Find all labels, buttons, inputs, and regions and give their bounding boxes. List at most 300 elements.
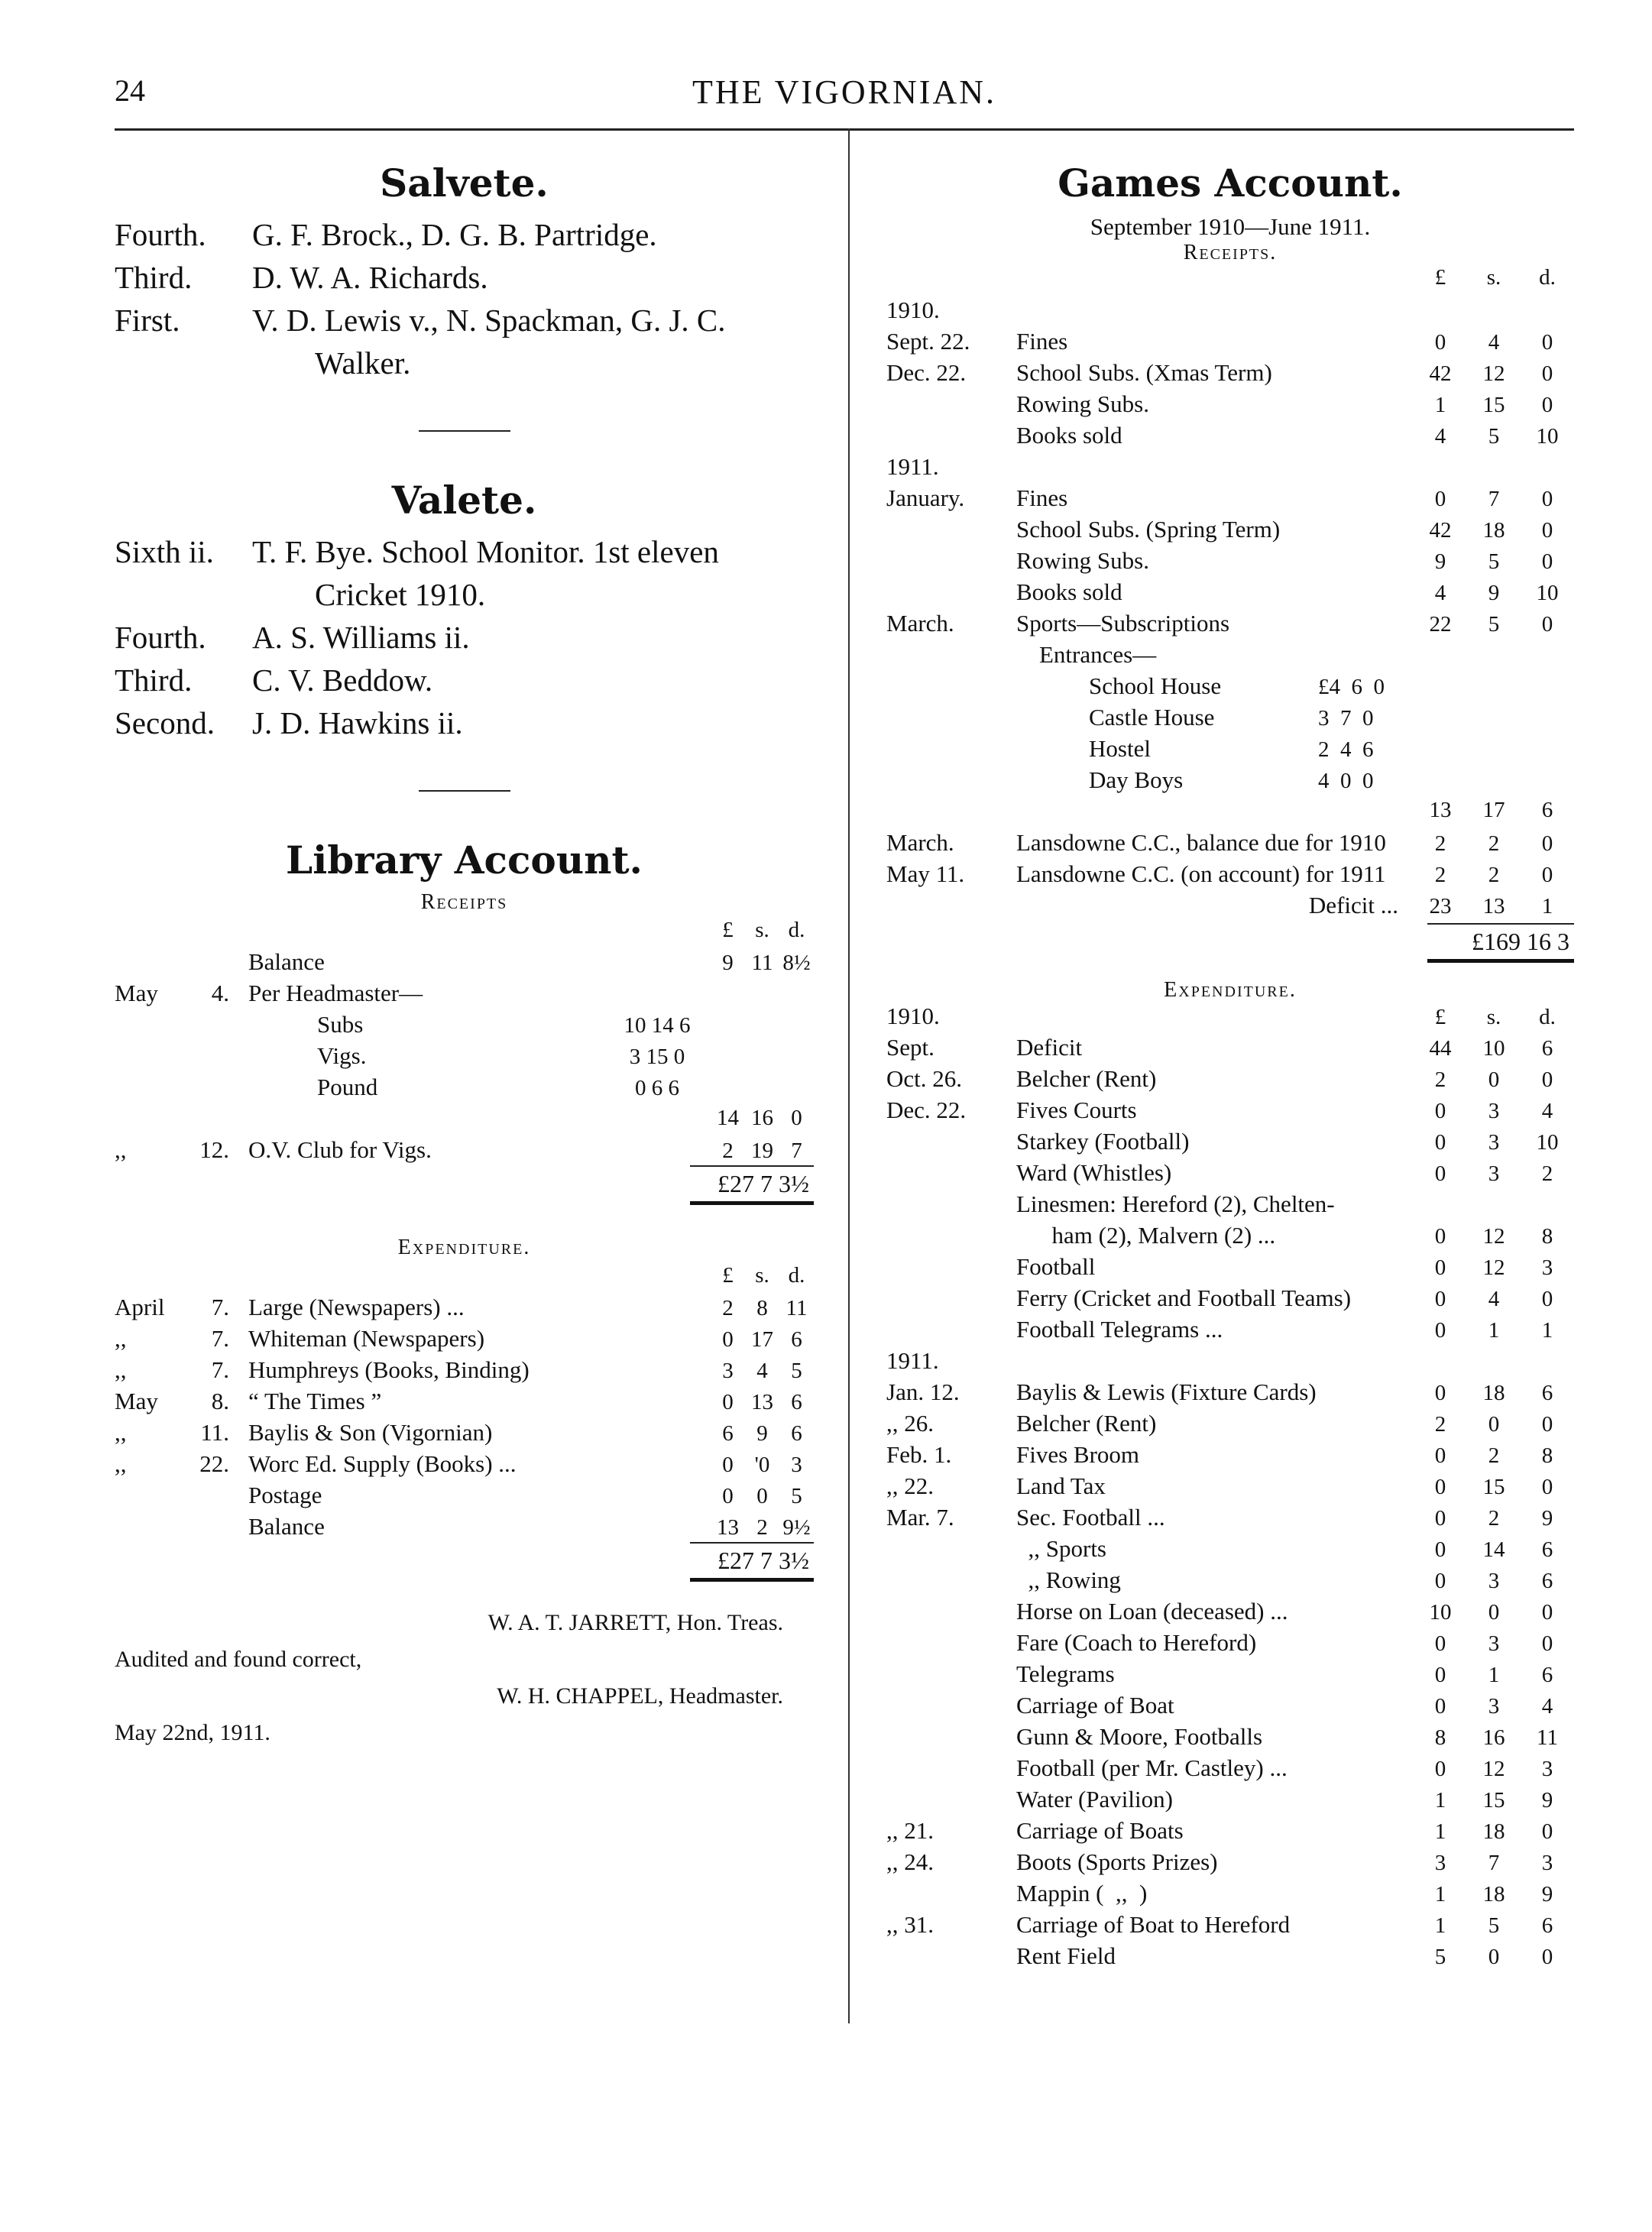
date-day: 7. [211, 1294, 229, 1320]
games-receipts-total: £169 16 3 [886, 923, 1574, 963]
pounds: 1 [1434, 1913, 1446, 1938]
pounds: 0 [1434, 1663, 1446, 1687]
shillings: 0 [1488, 1945, 1500, 1969]
account-row [886, 1723, 1574, 1754]
item-description: Telegrams [1016, 1660, 1115, 1687]
account-row [886, 1159, 1574, 1191]
account-row [886, 453, 1574, 484]
shillings: '0 [754, 1453, 770, 1477]
amount [1414, 1318, 1574, 1343]
shillings: 7 [1488, 1851, 1500, 1875]
pence: 0 [1541, 518, 1553, 543]
item-description: Rowing Subs. [1016, 547, 1149, 574]
item-description: Belcher (Rent) [1016, 1410, 1157, 1437]
shillings: 3 [1488, 1130, 1500, 1155]
shillings: 1 [1488, 1663, 1500, 1687]
shillings: 0 [1488, 1600, 1500, 1625]
pence: 0 [1541, 1600, 1553, 1625]
pounds: £ [722, 1263, 734, 1288]
shillings: 3 [1488, 1569, 1500, 1593]
shillings: s. [755, 918, 769, 942]
pence: 0 [1541, 1067, 1553, 1092]
shillings: 4 [1488, 330, 1500, 355]
form-label: Second. [115, 705, 215, 740]
entrance-row [886, 672, 1574, 704]
entrance-amount: 4 0 0 [1318, 769, 1374, 793]
pence: 9 [1541, 1506, 1553, 1531]
pence: 1 [1541, 894, 1553, 918]
date-day: 7. [211, 1356, 229, 1383]
shillings: 9 [756, 1421, 768, 1446]
pounds: 0 [1434, 1287, 1446, 1311]
amount [1414, 1287, 1574, 1312]
sub-amount: 10 14 6 [624, 1013, 691, 1038]
shillings: 18 [1482, 1381, 1505, 1405]
item-description: Sec. Football ... [1016, 1504, 1165, 1531]
entrance-house: School House [1089, 672, 1222, 699]
games-account-heading: Games Account. [1058, 160, 1403, 206]
shillings: 0 [1488, 1412, 1500, 1437]
pence: 6 [1541, 1663, 1553, 1687]
item-description: Water (Pavilion) [1016, 1786, 1173, 1812]
library-receipts [115, 915, 814, 1165]
date: 1910. [886, 296, 940, 323]
shillings: 2 [1488, 863, 1500, 887]
library-receipts-heading: Receipts [420, 890, 508, 914]
pence: 10 [1536, 1130, 1559, 1155]
headmaster-signature: W. H. CHAPPEL, Headmaster. [497, 1683, 783, 1709]
shillings: 18 [1482, 1819, 1505, 1844]
item-description: Worc Ed. Supply (Books) ... [248, 1450, 517, 1477]
item-description: Linesmen: Hereford (2), Chelten- [1016, 1191, 1335, 1217]
shillings: 14 [1482, 1537, 1505, 1562]
date: Oct. 26. [886, 1065, 963, 1092]
item-description: Boots (Sports Prizes) [1016, 1848, 1218, 1875]
entrance-row [886, 704, 1574, 735]
pence: 0 [1541, 1819, 1553, 1844]
item-description: Fines [1016, 328, 1068, 355]
pence: 0 [1541, 549, 1553, 574]
date-day: 7. [211, 1325, 229, 1352]
pounds: 2 [722, 1296, 734, 1320]
date-month: ,, [115, 1136, 127, 1163]
pounds: 0 [1434, 1161, 1446, 1186]
amount [1414, 518, 1574, 543]
date: Sept. [886, 1034, 935, 1061]
amount [1414, 1161, 1574, 1187]
running-header [115, 73, 1574, 118]
shillings: 17 [751, 1327, 773, 1352]
pounds: 13 [1429, 798, 1452, 822]
pence: 6 [1541, 1036, 1553, 1061]
item-description: Mappin ( ,, ) [1016, 1880, 1148, 1906]
library-expenditure-total: £27 7 3½ [115, 1542, 814, 1582]
amount [1414, 1945, 1574, 1970]
pounds: 1 [1434, 1882, 1446, 1906]
pounds: 2 [1434, 863, 1446, 887]
pence: d. [788, 918, 805, 942]
account-row [886, 1253, 1574, 1284]
account-row [886, 1410, 1574, 1441]
shillings: 9 [1488, 581, 1500, 605]
item-description: Books sold [1016, 422, 1122, 449]
name-row [115, 530, 814, 573]
pupil-names: V. D. Lewis v., N. Spackman, G. J. C. [252, 303, 726, 338]
shillings: 12 [1482, 1757, 1505, 1781]
lsd-header [886, 265, 1574, 296]
amount [711, 1387, 814, 1418]
date: ,, 22. [886, 1472, 934, 1499]
account-row [115, 946, 814, 977]
account-row [115, 1323, 814, 1354]
pence: 3 [1541, 1757, 1553, 1781]
account-row [886, 296, 1574, 328]
date: 1911. [886, 1347, 939, 1374]
games-expenditure [886, 1003, 1574, 1974]
pounds: 0 [1434, 1694, 1446, 1719]
pence: 8 [1541, 1224, 1553, 1249]
name-row [115, 616, 814, 659]
item-description: Fines [1016, 484, 1068, 511]
treasurer-signature: W. A. T. JARRETT, Hon. Treas. [488, 1610, 783, 1635]
pence: 7 [791, 1139, 802, 1163]
account-row [886, 578, 1574, 610]
pence: 6 [1541, 1537, 1553, 1562]
account-row [886, 1754, 1574, 1786]
shillings: 2 [1488, 1506, 1500, 1531]
account-row [886, 1003, 1574, 1034]
date: January. [886, 484, 965, 511]
pence: 6 [791, 1327, 802, 1352]
account-row [886, 1786, 1574, 1817]
account-row [886, 1065, 1574, 1097]
pence: 3 [1541, 1255, 1553, 1280]
item-description: ,, Rowing [1016, 1566, 1121, 1593]
sub-amount: 0 6 6 [635, 1076, 679, 1100]
account-row [886, 1128, 1574, 1159]
pounds: 0 [1434, 1443, 1446, 1468]
pounds: 3 [722, 1359, 734, 1383]
account-row [886, 1535, 1574, 1566]
lsd-label: s. [1486, 265, 1501, 290]
pounds: 3 [1434, 1851, 1446, 1875]
pence: 9½ [782, 1515, 811, 1540]
amount [711, 1135, 814, 1167]
pounds: 6 [722, 1421, 734, 1446]
pence: 3 [791, 1453, 802, 1477]
pence: 6 [791, 1421, 802, 1446]
item-description: School Subs. (Spring Term) [1016, 516, 1281, 543]
shillings: 3 [1488, 1694, 1500, 1719]
shillings: 2 [1488, 831, 1500, 856]
amount [1414, 894, 1574, 919]
amount [1414, 1255, 1574, 1281]
amount [711, 1450, 814, 1481]
item-description: School Subs. (Xmas Term) [1016, 359, 1272, 386]
item-description: Starkey (Football) [1016, 1128, 1190, 1155]
shillings: 0 [756, 1484, 768, 1508]
item-description: Books sold [1016, 578, 1122, 605]
shillings: 12 [1482, 1255, 1505, 1280]
amount [711, 915, 814, 946]
pounds: 14 [717, 1106, 739, 1130]
account-row [886, 390, 1574, 422]
account-row [115, 1291, 814, 1323]
item-description: ham (2), Malvern (2) ... [1016, 1222, 1276, 1249]
pence: 0 [1541, 1412, 1553, 1437]
entrance-row [886, 766, 1574, 798]
pounds: 0 [1434, 1569, 1446, 1593]
pence: d. [788, 1263, 805, 1288]
pence: 4 [1541, 1694, 1553, 1719]
account-row [886, 547, 1574, 578]
account-row [886, 860, 1574, 892]
pounds: 0 [1434, 330, 1446, 355]
shillings: 12 [1482, 361, 1505, 386]
amount [1414, 1537, 1574, 1563]
account-row [886, 610, 1574, 641]
account-row [886, 641, 1574, 672]
library-expenditure-heading: Expenditure. [397, 1236, 531, 1259]
account-row [115, 1511, 814, 1542]
shillings: 18 [1482, 518, 1505, 543]
amount [1414, 549, 1574, 575]
form-label: Third. [115, 260, 193, 295]
left-column [115, 145, 814, 1751]
pounds: 0 [1434, 1537, 1446, 1562]
item-description: Baylis & Lewis (Fixture Cards) [1016, 1378, 1317, 1405]
shillings: 15 [1482, 393, 1505, 417]
pence: 0 [1541, 863, 1553, 887]
item-description: Baylis & Son (Vigornian) [248, 1419, 493, 1446]
item-description: Football [1016, 1253, 1096, 1280]
account-row [115, 1417, 814, 1448]
amount [1414, 1757, 1574, 1782]
amount [1414, 1443, 1574, 1469]
signature-date: May 22nd, 1911. [115, 1720, 270, 1745]
account-row [115, 1448, 814, 1479]
item-description: Large (Newspapers) ... [248, 1294, 465, 1320]
pounds: 0 [1434, 1631, 1446, 1656]
pence: 0 [1541, 330, 1553, 355]
section-divider [419, 430, 510, 432]
shillings: 19 [751, 1139, 773, 1163]
entrance-amount: 2 4 6 [1318, 737, 1374, 762]
pounds: 1 [1434, 1819, 1446, 1844]
item-description: Fare (Coach to Hereford) [1016, 1629, 1257, 1656]
pence: 2 [1541, 1161, 1553, 1186]
entrance-amount: £4 6 0 [1318, 675, 1385, 699]
sub-amount: 3 15 0 [629, 1045, 685, 1069]
pupil-names: J. D. Hawkins ii. [252, 705, 463, 740]
pounds: 42 [1429, 518, 1452, 543]
pence: 6 [1541, 1913, 1553, 1938]
shillings: 3 [1488, 1631, 1500, 1656]
amount [1414, 1882, 1574, 1907]
amount [1414, 1788, 1574, 1813]
library-account-heading: Library Account. [286, 837, 643, 883]
date: Dec. 22. [886, 1097, 967, 1123]
account-row [115, 977, 814, 1009]
account-row [886, 516, 1574, 547]
pounds: 22 [1429, 612, 1452, 637]
pounds: 0 [1434, 1506, 1446, 1531]
date: March. [886, 829, 954, 856]
amount [1414, 1631, 1574, 1657]
amount [1414, 1381, 1574, 1406]
item-description: Carriage of Boats [1016, 1817, 1184, 1844]
account-row [886, 359, 1574, 390]
account-row [886, 1347, 1574, 1378]
shillings: 7 [1488, 487, 1500, 511]
item-description: ,, Sports [1016, 1535, 1106, 1562]
amount [1414, 1036, 1574, 1061]
date-month: ,, [115, 1356, 127, 1383]
pence: 0 [1541, 487, 1553, 511]
account-row [886, 1097, 1574, 1128]
pence: 0 [1541, 1475, 1553, 1499]
pence: 4 [1541, 1099, 1553, 1123]
pence: 6 [1541, 1381, 1553, 1405]
account-row [886, 422, 1574, 453]
amount [1414, 581, 1574, 606]
pence: 9 [1541, 1788, 1553, 1812]
form-label: First. [115, 303, 180, 338]
item-description: Belcher (Rent) [1016, 1065, 1157, 1092]
item-description: Deficit [1016, 1034, 1083, 1061]
item-description: Balance [248, 1513, 325, 1540]
item-description: Deficit ... [1308, 892, 1398, 918]
date-day: 4. [211, 980, 229, 1006]
shillings: 13 [751, 1390, 773, 1414]
lsd-label: d. [1539, 1005, 1556, 1029]
date: Mar. 7. [886, 1504, 954, 1531]
date: ,, 24. [886, 1848, 934, 1875]
item-description: Balance [248, 948, 325, 975]
header-rule [115, 128, 1574, 131]
amount [1414, 330, 1574, 355]
signatures [115, 1605, 814, 1751]
date-month: ,, [115, 1450, 127, 1477]
pence: 10 [1536, 581, 1559, 605]
pupil-names: T. F. Bye. School Monitor. 1st eleven [252, 534, 719, 569]
pence: 5 [791, 1359, 802, 1383]
date: 1910. [886, 1003, 940, 1029]
pupil-names: C. V. Beddow. [252, 662, 433, 698]
item-description: Fives Courts [1016, 1097, 1137, 1123]
pence: 11 [786, 1296, 808, 1320]
pounds: 44 [1429, 1036, 1452, 1061]
shillings: 10 [1482, 1036, 1505, 1061]
salvete-heading: Salvete. [380, 160, 549, 206]
entrance-house: Day Boys [1089, 766, 1184, 793]
date: Jan. 12. [886, 1378, 960, 1405]
lsd-label: s. [1486, 1005, 1501, 1029]
date: ,, 21. [886, 1817, 934, 1844]
date-month: May [115, 980, 158, 1006]
account-row [115, 1040, 814, 1071]
games-period: September 1910—June 1911. [1090, 213, 1371, 240]
amount [1414, 1412, 1574, 1437]
pounds: 0 [1434, 1224, 1446, 1249]
shillings: 13 [1482, 894, 1505, 918]
name-row [115, 701, 814, 744]
item-description: Carriage of Boat [1016, 1692, 1174, 1719]
pounds: 13 [717, 1515, 739, 1540]
item-description: Vigs. [317, 1042, 367, 1069]
name-row [115, 659, 814, 701]
account-row [886, 1880, 1574, 1911]
pence: 11 [1537, 1725, 1558, 1750]
date-month: May [115, 1388, 158, 1414]
pence: 0 [1541, 361, 1553, 386]
pounds: 2 [1434, 1067, 1446, 1092]
account-row [886, 1191, 1574, 1222]
form-label: Third. [115, 662, 193, 698]
pounds: 0 [1434, 1757, 1446, 1781]
entrance-house: Castle House [1089, 704, 1215, 731]
shillings: 16 [1482, 1725, 1505, 1750]
amount [711, 1418, 814, 1450]
pounds: 42 [1429, 361, 1452, 386]
account-row [886, 328, 1574, 359]
amount [711, 1260, 814, 1291]
account-row [886, 1566, 1574, 1598]
pence: 3 [1541, 1851, 1553, 1875]
lsd-label: d. [1539, 265, 1556, 290]
amount [1414, 1694, 1574, 1719]
pounds: 9 [722, 951, 734, 975]
pence: 0 [1541, 393, 1553, 417]
amount [1414, 863, 1574, 888]
account-row [886, 1316, 1574, 1347]
pounds: 0 [722, 1453, 734, 1477]
pounds: 0 [1434, 1255, 1446, 1280]
valete-list-2 [115, 616, 814, 744]
account-row [886, 1692, 1574, 1723]
account-row [115, 1385, 814, 1417]
item-description: Football (per Mr. Castley) ... [1016, 1754, 1288, 1781]
account-row [886, 1504, 1574, 1535]
pence: 0 [1541, 1287, 1553, 1311]
amount [1414, 1600, 1574, 1625]
lsd-label: £ [1434, 265, 1446, 290]
account-row [115, 1354, 814, 1385]
amount [1414, 1224, 1574, 1249]
amount-header [1414, 1005, 1574, 1030]
shillings: 0 [1488, 1067, 1500, 1092]
name-row [115, 299, 814, 342]
pounds: 0 [1434, 487, 1446, 511]
date: Dec. 22. [886, 359, 967, 386]
shillings: 15 [1482, 1788, 1505, 1812]
account-row [886, 1942, 1574, 1974]
shillings: 2 [756, 1515, 768, 1540]
shillings: 3 [1488, 1161, 1500, 1186]
account-row [886, 1598, 1574, 1629]
date-month: ,, [115, 1419, 127, 1446]
shillings: 4 [756, 1359, 768, 1383]
account-row [886, 1911, 1574, 1942]
pounds: 2 [722, 1139, 734, 1163]
pounds: 0 [722, 1327, 734, 1352]
amount [1414, 798, 1574, 823]
entrance-amount: 3 7 0 [1318, 706, 1374, 731]
shillings: 1 [1488, 1318, 1500, 1343]
date: Sept. 22. [886, 328, 970, 355]
form-label: Fourth. [115, 620, 206, 655]
item-description: Football Telegrams ... [1016, 1316, 1223, 1343]
